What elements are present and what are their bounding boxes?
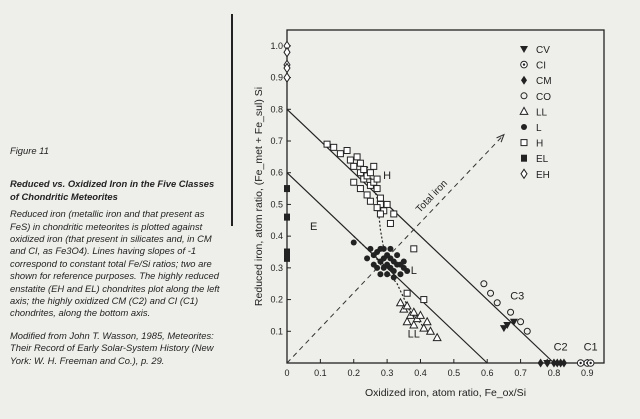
point-h [367,170,373,176]
point-eh [284,48,290,57]
series-cv [500,319,551,367]
point-h [367,198,373,204]
x-tick-label: 0 [284,368,290,378]
point-co [508,309,514,315]
y-axis-label: Reduced iron, atom ratio, (Fe_met + Fe_sul) Si [253,86,265,307]
point-h [404,290,410,296]
series-eh [284,41,290,82]
legend [520,45,552,181]
y-tick-label: 1.0 [270,40,283,51]
point-l [381,246,387,252]
point-h [337,151,343,157]
point-el [284,255,290,262]
series-l [351,239,410,280]
point-h [331,144,337,150]
point-h [324,141,330,147]
y-tick-label: 0.5 [270,199,283,210]
point-cm [538,359,544,368]
series-cm [538,359,567,368]
point-cm [561,359,567,368]
data-points [284,41,594,367]
legend-label-el: EL [536,154,549,166]
legend-marker-cm [521,76,527,85]
point-h [354,154,360,160]
legend-label-eh: EH [536,169,550,181]
point-l [384,271,390,277]
legend-label-cm: CM [536,76,552,88]
legend-marker-el [521,155,527,162]
point-h [344,148,350,154]
point-l [404,268,410,274]
point-h [387,220,393,226]
point-eh [284,73,290,82]
figure-title: Reduced vs. Oxidized Iron in the Five Classes of Chondritic Meteorites [10,178,215,202]
point-co [518,319,524,325]
y-tick-label: 0.1 [270,326,283,337]
point-h [357,186,363,192]
point-h [364,192,370,198]
y-tick-label: 0.2 [270,294,283,305]
point-co [494,300,500,306]
annotation-e: E [310,220,318,233]
annotation-c1: C1 [583,341,598,354]
annotation-ll: LL [407,328,420,341]
point-l [401,259,407,265]
figure-label: Figure 11 [10,145,49,156]
legend-label-ci: CI [536,60,546,72]
total-iron-arrow [287,135,504,363]
x-tick-label: 0.2 [347,368,360,378]
y-tick-label: 0.7 [270,136,283,146]
point-el [284,185,290,192]
point-cm [544,359,550,368]
point-h [351,163,357,169]
legend-marker-h [521,140,527,146]
y-tick-label: 0.4 [270,231,283,242]
point-h [357,160,363,166]
point-co [524,328,530,334]
point-h [374,205,380,211]
series-ci [577,360,594,367]
x-tick-label: 0.4 [414,368,427,378]
y-tick-label: 0.6 [270,167,283,178]
x-tick-label: 0.3 [380,368,394,378]
legend-marker-ll [520,107,528,114]
x-axis-label: Oxidized iron, atom ratio, Fe_ox/Si [364,387,527,399]
point-co [488,290,494,296]
point-l [377,271,383,277]
annotation-c2: C2 [553,341,568,354]
caption-source: Modified from John T. Wasson, 1985, Meteorites: Their Record of Early Solar-System History (New York: W. H. Freeman and Co.), p. 29. [10,329,214,366]
legend-marker-co [521,93,527,99]
x-tick-label: 0.6 [480,368,494,378]
annotation-l: L [410,265,417,278]
point-ll [397,299,405,306]
point-l [397,271,403,277]
annotations [310,170,598,353]
total-iron-label: Total iron [414,178,450,216]
point-h [361,167,367,173]
legend-marker-cv [520,46,528,53]
annotation-c3: C3 [510,290,525,303]
legend-marker-ci-center [523,63,525,65]
point-ci-center [589,362,591,364]
legend-label-cv: CV [536,45,550,56]
legend-marker-eh [521,169,527,178]
legend-label-ll: LL [536,107,548,119]
point-h [347,157,353,163]
x-tick-label: 0.8 [547,368,561,378]
point-l [371,262,377,268]
point-l [394,252,400,258]
x-tick-label: 0.5 [447,368,461,378]
point-h [391,211,397,217]
legend-label-l: L [536,123,542,134]
point-h [384,201,390,207]
legend-label-co: CO [536,91,551,103]
point-h [371,163,377,169]
caption-body: Reduced iron (metallic iron and that present as FeS) in chondritic meteorites is plotted against oxidized iron (that present in silicates and, in CM and CI, as Fe3O4). Lines having slopes of -1 correspond to constant total Fe/Si ratios; two are shown for reference purposes. The highly reduced enstatite (EH and EL) chondrites plot along the left axis; the highly oxidized CM (C2) and CI (C1) chondrites, along the bottom axis. [10,208,220,319]
point-h [374,176,380,182]
point-el [284,249,290,256]
point-h [377,195,383,201]
point-l [391,268,397,274]
legend-marker-l [521,124,527,130]
point-h [421,297,427,303]
legend-label-h: H [536,138,544,150]
point-el [284,214,290,221]
annotation-h: H [383,170,392,183]
y-tick-label: 0.9 [270,72,283,83]
point-ci-center [579,362,581,364]
point-l [387,246,393,252]
point-co [481,281,487,287]
point-h [411,246,417,252]
point-l [364,255,370,261]
x-tick-label: 0.9 [581,368,594,378]
point-l [391,274,397,280]
x-tick-label: 0.1 [314,368,327,378]
y-tick-label: 0.3 [270,262,283,273]
point-l [351,239,357,245]
point-h [374,186,380,192]
point-h [377,211,383,217]
point-h [351,179,357,185]
y-tick-label: 0.8 [270,104,283,115]
x-tick-label: 0.7 [514,368,527,378]
point-l [367,246,373,252]
